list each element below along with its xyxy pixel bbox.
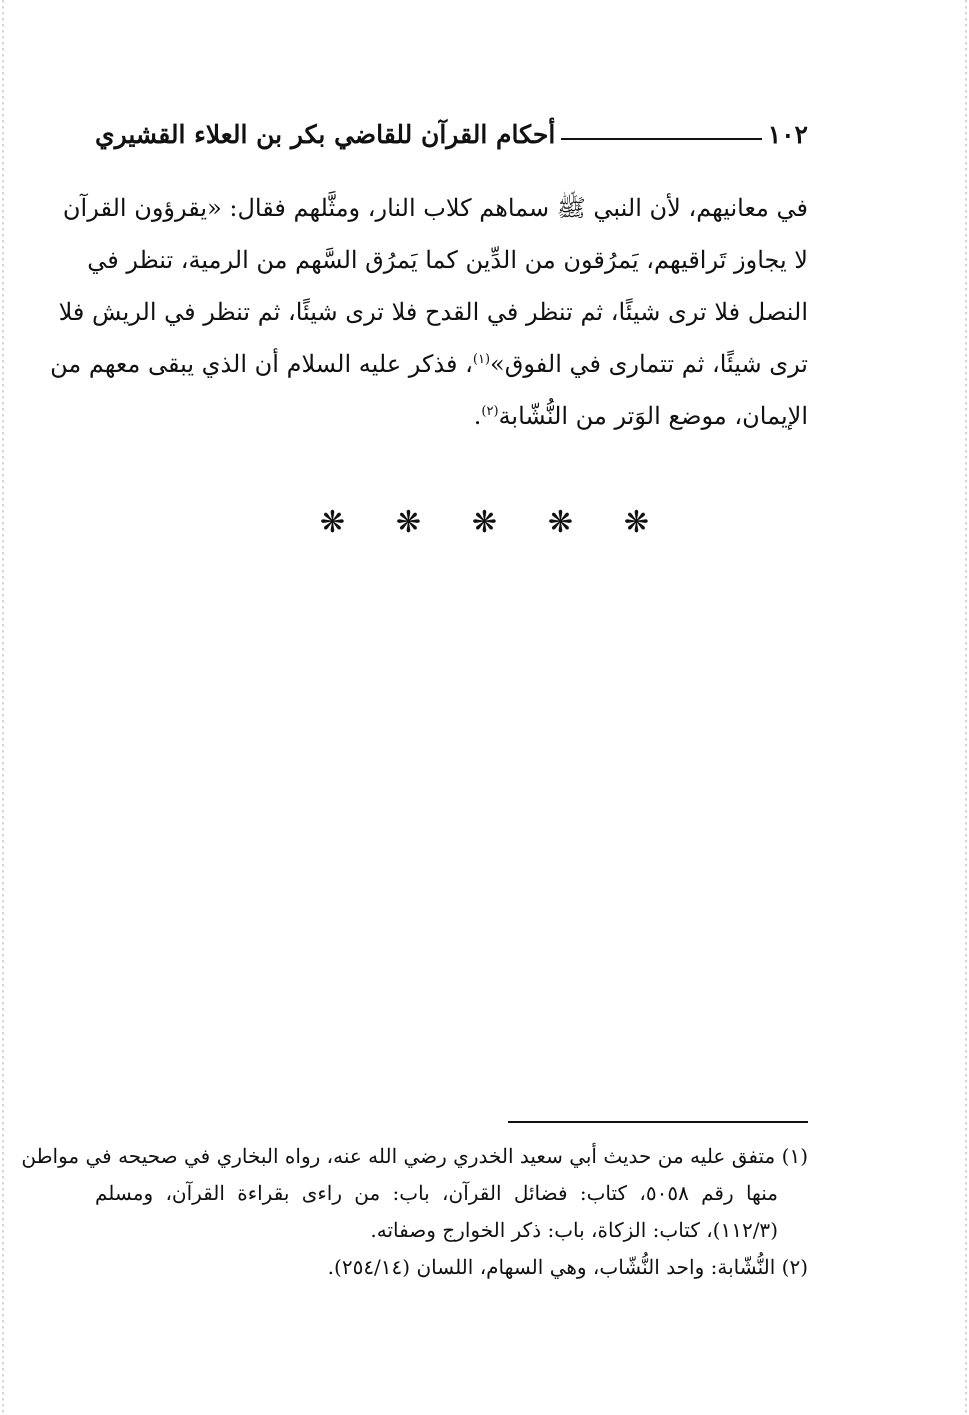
footnote-1-line-2: منها رقم ٥٠٥٨، كتاب: فضائل القرآن، باب: من راءى بقراءة القرآن، ومسلم [95,1181,779,1205]
body-line-5-end: . [473,402,482,430]
body-line-4-tail: ، فذكر عليه السلام أن الذي يبقى معهم من [50,350,473,378]
body-line-5-text: الإيمان، موضع الوَتر من النُّشّابة [498,402,808,430]
body-line-3: النصل فلا ترى شيئًا، ثم تنظر في القدح فلا ترى شيئًا، ثم تنظر في الريش فلا [58,298,808,326]
section-divider-ornaments [0,505,969,540]
footnote-ref-2: (٢) [481,404,499,419]
body-line-4 [50,338,808,390]
body-line-4-text: ترى شيئًا، ثم تتمارى في الفوق» [490,350,808,378]
ornament-star-icon: ❋ [623,505,650,540]
body-line-2: لا يجاوز تَراقيهم، يَمرُقون من الدِّين كما يَمرُق السَّهم من الرمية، تنظر في [87,246,808,274]
right-edge-artifact [965,0,967,1415]
footnotes [21,1138,808,1286]
running-title: أحكام القرآن للقاضي بكر بن العلاء القشيري [95,119,556,149]
page-number: ١٠٢ [767,119,808,149]
running-header [95,112,808,156]
left-edge-artifact [2,0,4,1415]
ornament-star-icon: ❋ [547,505,574,540]
ornament-star-icon: ❋ [395,505,422,540]
footnote-separator [508,1121,808,1123]
footnote-2: (٢) النُّشّابة: واحد النُّشّاب، وهي السهام، اللسان (٢٥٤/١٤). [327,1255,808,1279]
header-rule [561,138,761,140]
footnote-1-line-1: (١) متفق عليه من حديث أبي سعيد الخدري رضي الله عنه، رواه البخاري في صحيحه في مواطن [21,1144,808,1168]
body-line-5 [95,390,808,442]
footnote-ref-1: (١) [472,352,491,367]
body-line-1: في معانيهم، لأن النبي ﷺ سماهم كلاب النار، ومثَّلهم فقال: «يقرؤون القرآن [62,194,808,222]
body-paragraph [50,182,808,442]
ornament-star-icon: ❋ [471,505,498,540]
footnote-1-line-3: (١١٢/٣)، كتاب: الزكاة، باب: ذكر الخوارج وصفاته. [370,1218,778,1242]
ornament-star-icon: ❋ [319,505,346,540]
